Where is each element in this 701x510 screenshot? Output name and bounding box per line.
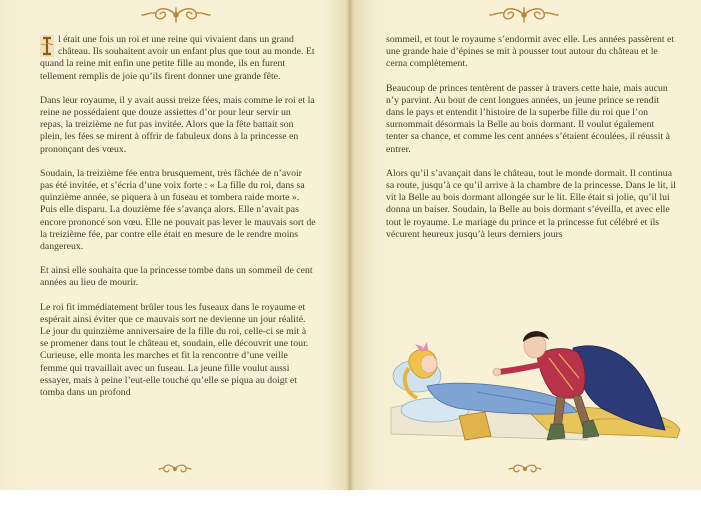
right-paragraph-2: Beaucoup de princes tentèrent de passer à travers cette haie, mais aucun n’y parvint. Au bout de cent longues années, un jeune prince se rendit dans le pays et entendit l’histoire de la superbe fille du roi que l’on surnommait désormais la Belle au bois dormant. Il voulut également tenter sa chance, et comme les cent années s’étaient écoulées, il réussit à entrer. [386,82,670,155]
sleeping-beauty-illustration [387,312,682,448]
left-page-text [40,34,316,411]
bottom-flourish-icon [158,462,192,476]
left-page [0,0,350,490]
top-flourish-icon [138,4,214,26]
right-page-text [386,34,678,253]
bottom-flourish-icon [508,462,542,476]
left-paragraph-3: Soudain, la treizième fée entra brusquement, très fâchée de n’avoir pas été invitée, et s’écria d’une voix forte : « La fille du roi, dans sa quinzième année, se piquera à un fuseau et tombera raide morte ». Puis elle disparu. La douzième fée s’avança alors. Elle n’avait pas encore prononcé son vœu. Elle ne pouvait pas lever le mauvais sort de la treizième fée, par contre elle était en mesure de le rendre moins dangereux. [40,167,316,253]
left-paragraph-2: Dans leur royaume, il y avait aussi treize fées, mais comme le roi et la reine ne possédaient que douze assiettes d’or pour leur servir un repas, la treizième ne fut pas invitée. Alors que la fête battait son plein, les fées se mirent à offrir de fabuleux dons à la princesse en prononçant des vœux. [40,94,315,155]
dropcap-letter-icon [40,35,54,57]
top-flourish-icon [486,4,562,26]
left-paragraph-4: Et ainsi elle souhaita que la princesse tombe dans un sommeil de cent années au lieu de mourir. [40,265,313,289]
scan-margin [0,490,701,510]
book-gutter [346,0,354,490]
right-paragraph-1: sommeil, et tout le royaume s’endormit avec elle. Les années passèrent et une grande haie d’épines se mit à pousser tout autour du château et le cerna complètement. [386,34,675,70]
right-paragraph-3: Alors qu’il s’avançait dans le château, tout le monde dormait. Il continua sa route, jusqu’à ce qu’il arrive à la chambre de la princesse. Dans le lit, il vit la Belle au bois dormant allongée sur le lit. Elle était si jolie, qu’il lui donna un baiser. Soudain, la Belle au bois dormant s’éveilla, et avec elle tout le royaume. Le mariage du prince et la princesse fut célébré et ils vécurent heureux jusqu’à leurs derniers jours [386,167,676,240]
right-page [350,0,701,490]
left-paragraph-1: l était une fois un roi et une reine qui vivaient dans un grand château. Ils souhaitent avoir un enfant plus que tout au monde. Et quand la reine mit enfin une petite fille au monde, ils en furent tellement remplis de joie qu’ils firent donner une grande fête. [40,34,315,82]
left-paragraph-5: Le roi fit immédiatement brûler tous les fuseaux dans le royaume et espérait ainsi éviter que ce mauvais sort ne devienne un jour réalité. Le jour du quinzième anniversaire de la fille du roi, celle-ci se mit à se promener dans tout le château et, soudain, elle découvrit une tour. Curieuse, elle monta les marches et fit la rencontre d’une veille femme qui travaillait avec un fuseau. La jeune fille voulut aussi essayer, mais à peine l’eut-elle touché qu’elle se piqua au doigt et tomba dans un profond [40,301,309,399]
